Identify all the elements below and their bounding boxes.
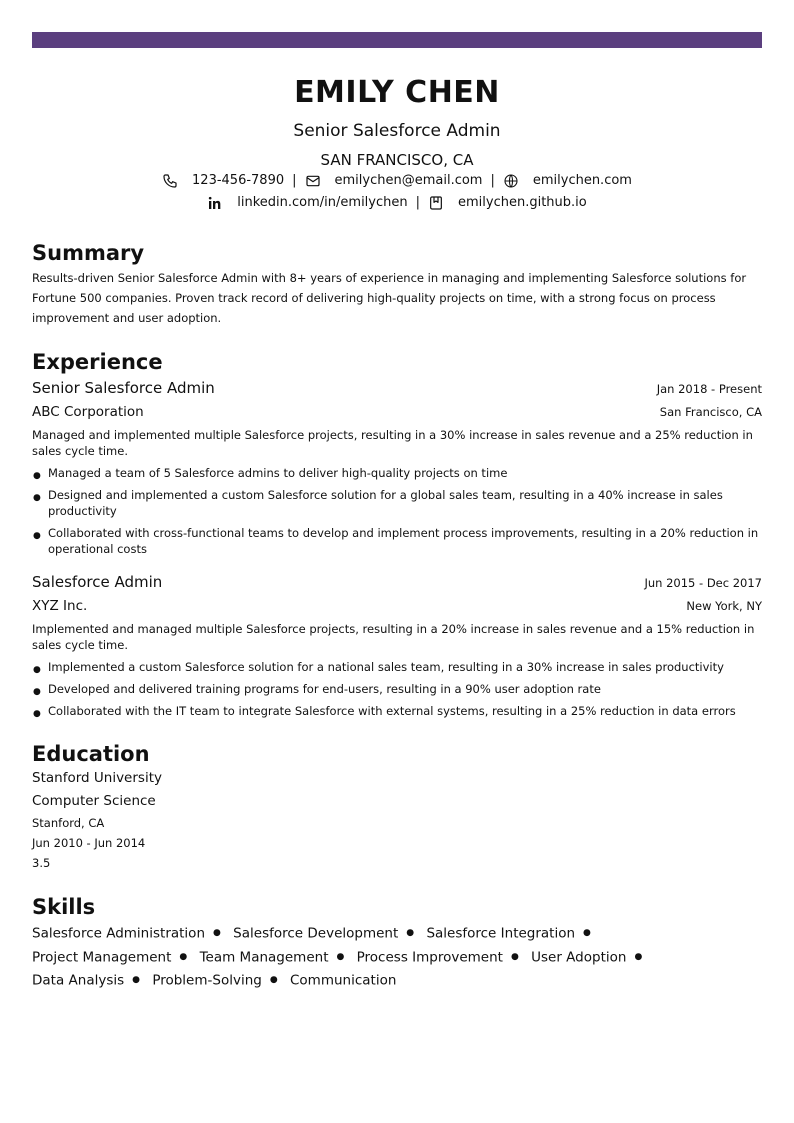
phone-text: 123-456-7890 xyxy=(192,173,285,188)
envelope-icon xyxy=(305,173,321,189)
job-title: Senior Salesforce Admin xyxy=(32,379,215,397)
job-location: New York, NY xyxy=(686,599,762,613)
contact-separator: | xyxy=(292,173,297,188)
skill-item: Communication xyxy=(289,972,397,989)
skill-item: Problem-Solving xyxy=(152,972,262,989)
website-link[interactable]: emilychen.com xyxy=(532,173,632,188)
globe-icon xyxy=(503,173,519,189)
experience-section xyxy=(32,349,762,719)
job-company: XYZ Inc. xyxy=(32,598,88,614)
job-description: Managed and implemented multiple Salesforce projects, resulting in a 30% increase in sales revenue and a 25% reduction in sales cycle time. xyxy=(32,428,753,458)
education-school: Stanford University xyxy=(32,770,162,786)
summary-section xyxy=(32,240,762,328)
job-bullet: ● Implemented a custom Salesforce solution for a national sales team, resulting in a 30% increase in sales productivity xyxy=(32,659,762,675)
job-bullets xyxy=(32,465,762,557)
resume-page xyxy=(32,32,762,993)
job-company: ABC Corporation xyxy=(32,404,144,420)
contact-row-2 xyxy=(32,192,762,214)
skill-item: Salesforce Development xyxy=(233,925,399,942)
skill-separator-dot: ● xyxy=(213,928,221,938)
skill-item: Project Management xyxy=(32,949,172,965)
skill-item: Team Management xyxy=(199,949,329,965)
summary-heading: Summary xyxy=(32,241,145,265)
linkedin-icon xyxy=(207,195,223,211)
job-bullet: ● Collaborated with the IT team to integrate Salesforce with external systems, resulting in a 25% reduction in data errors xyxy=(32,703,762,719)
skill-separator-dot: ● xyxy=(336,951,345,962)
skill-separator-dot: ● xyxy=(132,975,141,985)
bookmark-icon xyxy=(428,195,444,211)
contact-email xyxy=(305,170,483,192)
skill-separator-dot: ● xyxy=(269,975,278,985)
contact-github xyxy=(428,192,587,214)
skill-separator-dot: ● xyxy=(634,951,643,962)
skill-item: User Adoption xyxy=(531,949,627,965)
contact-separator: | xyxy=(415,195,420,210)
job-location: San Francisco, CA xyxy=(659,405,762,419)
skill-item: Salesforce Integration xyxy=(426,925,576,942)
linkedin-link[interactable]: linkedin.com/in/emilychen xyxy=(237,195,408,210)
job-entry xyxy=(32,377,762,557)
summary-text: Results-driven Senior Salesforce Admin with 8+ years of experience in managing and implementing Salesforce solutions for Fortune 500 companies. Proven track record of delivering high-quality projects on time, with a strong focus on process improvement and user adoption. xyxy=(32,271,747,325)
job-dates: Jun 2015 - Dec 2017 xyxy=(644,576,762,590)
skills-list xyxy=(32,922,732,993)
contact-website xyxy=(503,170,632,192)
contact-row-1 xyxy=(32,170,762,192)
skill-item: Process Improvement xyxy=(356,949,503,965)
job-dates: Jan 2018 - Present xyxy=(656,382,762,396)
experience-heading: Experience xyxy=(32,350,163,374)
contact-separator: | xyxy=(490,173,495,188)
skills-heading: Skills xyxy=(32,895,96,919)
education-gpa: 3.5 xyxy=(32,856,51,870)
contact-phone xyxy=(162,170,284,192)
skill-separator-dot: ● xyxy=(510,951,519,962)
skill-item: Data Analysis xyxy=(32,972,125,989)
resume-header xyxy=(32,75,762,214)
job-bullet: ● Developed and delivered training programs for end-users, resulting in a 90% user adoption rate xyxy=(32,681,762,697)
candidate-name: EMILY CHEN xyxy=(294,75,500,110)
job-bullet: ● Collaborated with cross-functional teams to develop and implement process improvements, resulting in a 20% reduction in operational costs xyxy=(32,525,762,557)
accent-bar xyxy=(32,32,762,48)
education-dates: Jun 2010 - Jun 2014 xyxy=(32,836,146,850)
skill-separator-dot: ● xyxy=(583,928,591,938)
education-field: Computer Science xyxy=(32,793,156,809)
skill-separator-dot: ● xyxy=(179,951,188,962)
job-entry xyxy=(32,571,762,719)
job-bullet: ● Managed a team of 5 Salesforce admins to deliver high-quality projects on time xyxy=(32,465,762,481)
job-bullets xyxy=(32,659,762,719)
skill-item: Salesforce Administration xyxy=(32,925,206,942)
email-link[interactable]: emilychen@email.com xyxy=(334,173,483,188)
education-section xyxy=(32,741,762,873)
candidate-location: SAN FRANCISCO, CA xyxy=(320,151,474,169)
contact-linkedin xyxy=(207,192,407,214)
phone-icon xyxy=(162,173,178,189)
job-description: Implemented and managed multiple Salesforce projects, resulting in a 20% increase in sales revenue and a 15% reduction in sales cycle time. xyxy=(32,622,755,652)
github-link[interactable]: emilychen.github.io xyxy=(458,195,587,210)
skills-section xyxy=(32,894,762,993)
job-bullet: ● Designed and implemented a custom Salesforce solution for a global sales team, resulting in a 40% increase in sales productivity xyxy=(32,487,762,519)
skill-separator-dot: ● xyxy=(406,928,415,938)
education-heading: Education xyxy=(32,742,150,766)
candidate-title: Senior Salesforce Admin xyxy=(293,121,501,141)
education-location: Stanford, CA xyxy=(32,816,105,830)
job-title: Salesforce Admin xyxy=(32,573,163,591)
